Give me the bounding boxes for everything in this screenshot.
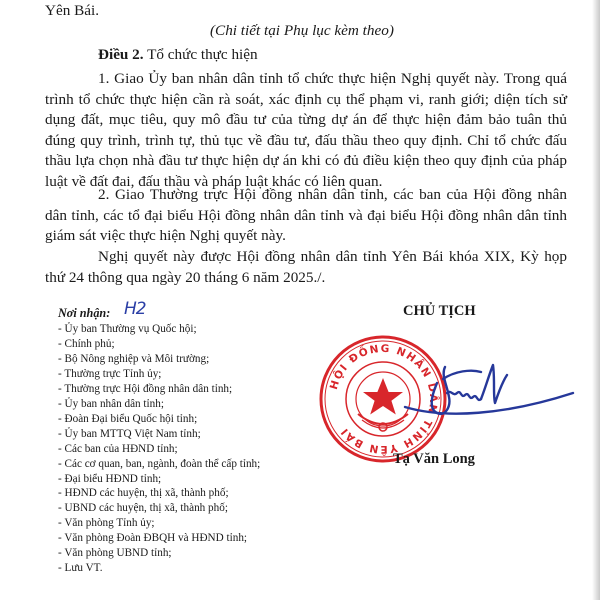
top-line-text: Yên Bái. [45, 2, 99, 19]
recipients-block [58, 299, 358, 576]
article-2-paragraph-2: 2. Giao Thường trực Hội đồng nhân dân tỉnh, các ban của Hội đồng nhân dân tỉnh, các tổ đại biểu Hội đồng nhân dân tỉnh và đại biểu Hội đồng nhân dân tỉnh giám sát việc thực hiện Nghị quyết này. [45, 186, 567, 245]
list-item: - Bộ Nông nghiệp và Môi trường; [58, 352, 210, 365]
list-item: - Các ban của HĐND tỉnh; [58, 442, 178, 455]
recipients-list [58, 322, 358, 576]
list-item: - HĐND các huyện, thị xã, thành phố; [58, 487, 229, 500]
list-item: - Ủy ban nhân dân tỉnh; [58, 397, 164, 410]
list-item: - Các cơ quan, ban, ngành, đoàn thể cấp tỉnh; [58, 457, 261, 470]
list-item: - Văn phòng Tỉnh ủy; [58, 517, 155, 530]
article-2-title: Tổ chức thực hiện [143, 46, 258, 63]
list-item: - UBND các huyện, thị xã, thành phố; [58, 502, 228, 515]
handwritten-mark: H2 [124, 299, 146, 319]
closing-paragraph: Nghị quyết này được Hội đồng nhân dân tỉnh Yên Bái khóa XIX, Kỳ họp thứ 24 thông qua ngày 20 tháng 6 năm 2025./. [45, 248, 567, 286]
list-item: - Lưu VT. [58, 562, 103, 575]
list-item: - Thường trực Hội đồng nhân dân tỉnh; [58, 382, 233, 395]
recipients-title: Nơi nhận: [58, 306, 111, 320]
recipients-title-row [58, 299, 358, 322]
handwritten-signature [385, 345, 580, 430]
article-2-number: Điều 2. [98, 46, 144, 63]
signature-title: CHỦ TỊCH [403, 303, 476, 319]
list-item: - Chính phủ; [58, 337, 115, 350]
article-2-paragraph-1: 1. Giao Ủy ban nhân dân tỉnh tổ chức thực hiện Nghị quyết này. Trong quá trình tổ chức thực hiện cần rà soát, xác định cụ thể phạm vi, ranh giới; diện tích sử dụng đất, mục tiêu, quy mô đầu tư của từng dự án để thực hiện đảm bảo tuân thủ đúng quy trình, trình tự, thủ tục về đầu tư, đấu thầu theo quy định. Chỉ tổ chức đấu thầu lựa chọn nhà đầu tư thực hiện dự án khi có đủ điều kiện theo quy định của pháp luật về đất đai, đấu thầu và pháp luật khác có liên quan. [45, 70, 567, 190]
list-item: - Đoàn Đại biểu Quốc hội tỉnh; [58, 412, 198, 425]
list-item: - Ủy ban MTTQ Việt Nam tỉnh; [58, 427, 201, 440]
list-item: - Thường trực Tỉnh ủy; [58, 367, 162, 380]
article-2-heading [98, 44, 258, 65]
list-item: - Văn phòng UBND tỉnh; [58, 547, 172, 560]
reference-note: (Chi tiết tại Phụ lục kèm theo) [210, 22, 394, 39]
list-item: - Văn phòng Đoàn ĐBQH và HĐND tỉnh; [58, 532, 248, 545]
svg-text:HỘI ĐỒNG NHÂN DÂN TỈNH YÊN BÁI: HỘI ĐỒNG NHÂN DÂN TỈNH YÊN BÁI [327, 342, 440, 456]
page-edge-shadow [592, 0, 600, 600]
list-item: - Ủy ban Thường vụ Quốc hội; [58, 323, 197, 335]
signer-name: Tạ Văn Long [393, 451, 475, 467]
list-item: - Đại biểu HĐND tỉnh; [58, 472, 162, 485]
